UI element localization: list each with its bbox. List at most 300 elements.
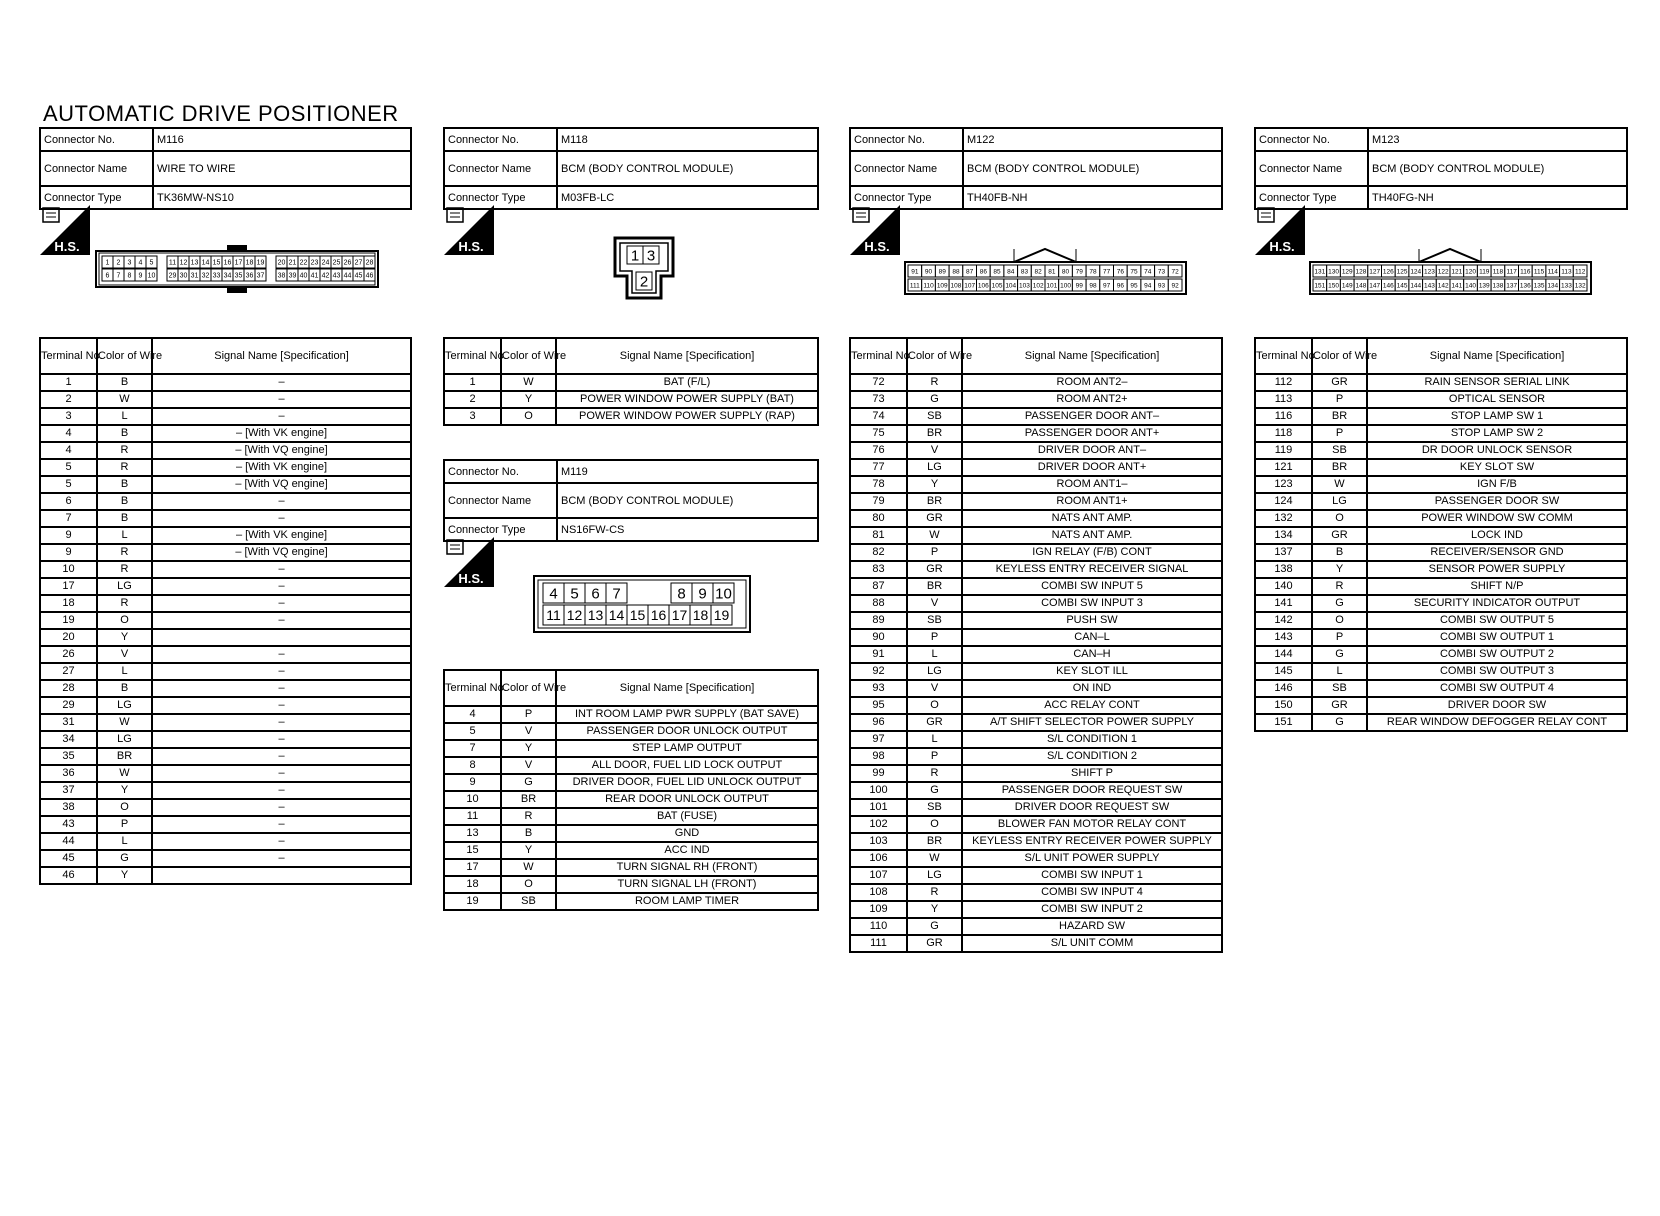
terminal-no-cell: 17 xyxy=(444,859,501,876)
signal-name-cell: – [With VQ engine] xyxy=(152,442,411,459)
wire-color-cell: Y xyxy=(501,842,556,859)
pin-number: 40 xyxy=(299,272,308,280)
terminal-no-cell: 4 xyxy=(40,442,97,459)
pin-number: 42 xyxy=(321,272,330,280)
connector-name-label: Connector Name xyxy=(444,483,557,518)
connector-no-label: Connector No. xyxy=(40,128,153,151)
pin-number: 30 xyxy=(179,272,188,280)
pin-number: 123 xyxy=(1424,268,1435,276)
connector-name-label: Connector Name xyxy=(1255,151,1368,186)
terminal-no-cell: 97 xyxy=(850,731,907,748)
signal-name-cell: TURN SIGNAL RH (FRONT) xyxy=(556,859,818,876)
pin-number: 106 xyxy=(977,282,989,290)
connector-type-value: TH40FG-NH xyxy=(1368,186,1627,209)
pin-number: 117 xyxy=(1506,268,1517,276)
table-row xyxy=(850,918,1222,935)
terminal-no-cell: 87 xyxy=(850,578,907,595)
table-row xyxy=(850,782,1222,799)
table-row xyxy=(1255,561,1627,578)
pin-number: 4 xyxy=(549,585,558,603)
wire-color-cell: P xyxy=(907,629,962,646)
connector-no-value: M123 xyxy=(1368,128,1627,151)
signal-name-cell: – [With VK engine] xyxy=(152,459,411,476)
pin-number: 31 xyxy=(190,272,199,280)
table-row xyxy=(40,697,411,714)
pin-number: 26 xyxy=(343,259,352,267)
pin-number: 85 xyxy=(993,268,1001,276)
table-row xyxy=(850,765,1222,782)
wire-color-cell: SB xyxy=(907,799,962,816)
terminal-no-cell: 31 xyxy=(40,714,97,731)
signal-name-cell: – xyxy=(152,731,411,748)
table-row xyxy=(850,476,1222,493)
wire-color-cell: P xyxy=(907,544,962,561)
signal-name-cell: COMBI SW OUTPUT 1 xyxy=(1367,629,1627,646)
pin-number: 95 xyxy=(1130,282,1138,290)
terminal-no-cell: 109 xyxy=(850,901,907,918)
table-row xyxy=(40,663,411,680)
table-row xyxy=(850,561,1222,578)
table-row xyxy=(1255,646,1627,663)
pin-number: 38 xyxy=(277,272,286,280)
signal-name-cell: ROOM LAMP TIMER xyxy=(556,893,818,910)
signal-name-cell: – xyxy=(152,714,411,731)
connector-diagram-m123 xyxy=(1309,245,1592,295)
wire-color-cell: W xyxy=(907,850,962,867)
pin-number: 114 xyxy=(1547,268,1558,276)
wire-color-cell: BR xyxy=(1312,408,1367,425)
pin-number: 97 xyxy=(1103,282,1111,290)
table-row xyxy=(1255,391,1627,408)
pin-number: 35 xyxy=(234,272,243,280)
terminal-no-cell: 28 xyxy=(40,680,97,697)
wire-color-cell: R xyxy=(97,595,152,612)
signal-name-cell: ALL DOOR, FUEL LID LOCK OUTPUT xyxy=(556,757,818,774)
signal-name-cell: SHIFT N/P xyxy=(1367,578,1627,595)
pin-number: 100 xyxy=(1060,282,1071,290)
pin-number: 140 xyxy=(1465,282,1476,290)
table-row xyxy=(850,850,1222,867)
wire-color-cell: LG xyxy=(907,459,962,476)
connector-diagram-m122 xyxy=(904,245,1187,295)
signal-name-cell: SHIFT P xyxy=(962,765,1222,782)
terminal-no-cell: 75 xyxy=(850,425,907,442)
table-row xyxy=(1255,544,1627,561)
signal-name-cell: PASSENGER DOOR SW xyxy=(1367,493,1627,510)
table-row xyxy=(1255,595,1627,612)
color-of-wire-header: Color of Wire xyxy=(501,338,556,374)
pin-number: 8 xyxy=(677,585,686,603)
table-row xyxy=(850,374,1222,391)
table-row xyxy=(40,476,411,493)
terminal-no-cell: 29 xyxy=(40,697,97,714)
terminal-no-cell: 9 xyxy=(40,544,97,561)
pin-number: 22 xyxy=(299,259,308,267)
connector-type-value: TH40FB-NH xyxy=(963,186,1222,209)
wire-color-cell: G xyxy=(501,774,556,791)
signal-name-cell: S/L UNIT COMM xyxy=(962,935,1222,952)
terminal-no-cell: 111 xyxy=(850,935,907,952)
pin-number: 2 xyxy=(639,273,649,291)
table-row xyxy=(444,825,818,842)
terminal-no-cell: 118 xyxy=(1255,425,1312,442)
wire-color-cell: V xyxy=(501,757,556,774)
table-row xyxy=(40,374,411,391)
pin-number: 145 xyxy=(1396,282,1408,290)
connector-type-value: NS16FW-CS xyxy=(557,518,818,541)
pin-number: 9 xyxy=(698,585,707,603)
wire-color-cell: Y xyxy=(907,476,962,493)
terminal-no-cell: 150 xyxy=(1255,697,1312,714)
signal-name-cell: RAIN SENSOR SERIAL LINK xyxy=(1367,374,1627,391)
signal-name-cell: – xyxy=(152,578,411,595)
terminal-no-cell: 100 xyxy=(850,782,907,799)
signal-name-cell: COMBI SW INPUT 3 xyxy=(962,595,1222,612)
signal-name-cell: – xyxy=(152,833,411,850)
table-row xyxy=(850,442,1222,459)
wire-color-cell: O xyxy=(97,612,152,629)
pin-number: 84 xyxy=(1007,268,1015,276)
pin-number: 132 xyxy=(1574,282,1586,290)
pin-number: 76 xyxy=(1116,268,1124,276)
pin-number: 107 xyxy=(964,282,976,290)
terminal-no-cell: 2 xyxy=(444,391,501,408)
pin-number: 89 xyxy=(938,268,946,276)
table-row xyxy=(1255,629,1627,646)
pin-number: 20 xyxy=(277,259,286,267)
wire-color-cell: LG xyxy=(97,697,152,714)
wire-color-cell: GR xyxy=(1312,374,1367,391)
wire-color-cell: B xyxy=(97,374,152,391)
table-row xyxy=(850,867,1222,884)
terminal-no-cell: 92 xyxy=(850,663,907,680)
connector-type-value: TK36MW-NS10 xyxy=(153,186,411,209)
pin-number: 151 xyxy=(1314,282,1326,290)
terminal-table-m118 xyxy=(443,337,819,426)
signal-name-cell: DRIVER DOOR REQUEST SW xyxy=(962,799,1222,816)
signal-name-cell: PUSH SW xyxy=(962,612,1222,629)
terminal-no-cell: 95 xyxy=(850,697,907,714)
table-row xyxy=(1255,527,1627,544)
pin-number: 142 xyxy=(1437,282,1449,290)
connector-diagram-m119 xyxy=(533,575,751,633)
terminal-no-cell: 19 xyxy=(40,612,97,629)
table-row xyxy=(40,391,411,408)
table-row xyxy=(444,757,818,774)
table-row xyxy=(40,595,411,612)
signal-name-cell: PASSENGER DOOR REQUEST SW xyxy=(962,782,1222,799)
color-of-wire-header: Color of Wire xyxy=(97,338,152,374)
wire-color-cell: O xyxy=(501,876,556,893)
signal-name-cell: KEYLESS ENTRY RECEIVER POWER SUPPLY xyxy=(962,833,1222,850)
pin-number: 150 xyxy=(1328,282,1339,290)
pin-number: 6 xyxy=(105,272,110,280)
wire-color-cell: R xyxy=(501,808,556,825)
wire-color-cell: P xyxy=(501,706,556,723)
table-row xyxy=(850,391,1222,408)
signal-name-cell: RECEIVER/SENSOR GND xyxy=(1367,544,1627,561)
pin-number: 73 xyxy=(1157,268,1166,276)
terminal-no-cell: 108 xyxy=(850,884,907,901)
pin-number: 86 xyxy=(979,268,987,276)
pin-number: 113 xyxy=(1561,268,1572,276)
wire-color-cell: V xyxy=(501,723,556,740)
connector-no-label: Connector No. xyxy=(444,460,557,483)
pin-number: 44 xyxy=(343,272,352,280)
pin-number: 136 xyxy=(1519,282,1531,290)
table-row xyxy=(1255,374,1627,391)
connector-name-value: WIRE TO WIRE xyxy=(153,151,411,186)
pin-number: 14 xyxy=(608,607,625,624)
pin-number: 13 xyxy=(587,607,604,624)
pin-number: 105 xyxy=(991,282,1003,290)
table-row xyxy=(444,723,818,740)
pin-number: 5 xyxy=(149,259,154,267)
pin-number: 103 xyxy=(1019,282,1030,290)
table-row xyxy=(444,893,818,910)
terminal-no-cell: 96 xyxy=(850,714,907,731)
signal-name-cell: S/L CONDITION 1 xyxy=(962,731,1222,748)
wire-color-cell: GR xyxy=(907,510,962,527)
terminal-no-cell: 99 xyxy=(850,765,907,782)
signal-name-cell: COMBI SW INPUT 1 xyxy=(962,867,1222,884)
pin-number: 77 xyxy=(1103,268,1111,276)
pin-number: 133 xyxy=(1561,282,1572,290)
table-row xyxy=(850,748,1222,765)
wire-color-cell: W xyxy=(1312,476,1367,493)
signal-name-cell: – xyxy=(152,646,411,663)
signal-name-cell: – xyxy=(152,850,411,867)
table-row xyxy=(850,578,1222,595)
table-row xyxy=(40,527,411,544)
signal-name-cell: DRIVER DOOR, FUEL LID UNLOCK OUTPUT xyxy=(556,774,818,791)
terminal-no-cell: 17 xyxy=(40,578,97,595)
wire-color-cell: G xyxy=(907,782,962,799)
pin-number: 104 xyxy=(1005,282,1017,290)
signal-name-cell: POWER WINDOW POWER SUPPLY (BAT) xyxy=(556,391,818,408)
terminal-no-cell: 9 xyxy=(40,527,97,544)
table-row xyxy=(850,646,1222,663)
wire-color-cell: GR xyxy=(1312,697,1367,714)
signal-name-cell: – xyxy=(152,748,411,765)
terminal-no-cell: 2 xyxy=(40,391,97,408)
pin-number: 46 xyxy=(365,272,374,280)
terminal-no-cell: 5 xyxy=(40,476,97,493)
signal-name-cell: HAZARD SW xyxy=(962,918,1222,935)
signal-name-cell: COMBI SW INPUT 5 xyxy=(962,578,1222,595)
terminal-no-cell: 43 xyxy=(40,816,97,833)
pin-number: 138 xyxy=(1492,282,1504,290)
terminal-no-cell: 18 xyxy=(444,876,501,893)
terminal-no-cell: 79 xyxy=(850,493,907,510)
wire-color-cell: L xyxy=(97,527,152,544)
signal-name-cell: S/L CONDITION 2 xyxy=(962,748,1222,765)
table-row xyxy=(850,612,1222,629)
terminal-no-cell: 138 xyxy=(1255,561,1312,578)
pin-number: 126 xyxy=(1382,268,1394,276)
signal-name-cell: – xyxy=(152,391,411,408)
wire-color-cell: P xyxy=(907,748,962,765)
table-row xyxy=(1255,578,1627,595)
wire-color-cell: R xyxy=(97,442,152,459)
pin-number: 87 xyxy=(966,268,974,276)
pin-number: 99 xyxy=(1075,282,1083,290)
wire-color-cell: O xyxy=(907,697,962,714)
signal-name-cell: – xyxy=(152,374,411,391)
wire-color-cell: Y xyxy=(501,740,556,757)
pin-number: 80 xyxy=(1061,268,1070,276)
table-row xyxy=(850,595,1222,612)
table-row xyxy=(40,680,411,697)
wire-color-cell: Y xyxy=(907,901,962,918)
pin-number: 127 xyxy=(1369,268,1381,276)
terminal-no-cell: 91 xyxy=(850,646,907,663)
wire-color-cell: G xyxy=(907,918,962,935)
connector-info-m116 xyxy=(39,127,412,210)
terminal-no-header: Terminal No. xyxy=(40,338,97,374)
terminal-no-cell: 80 xyxy=(850,510,907,527)
terminal-table-m119 xyxy=(443,669,819,911)
terminal-no-cell: 74 xyxy=(850,408,907,425)
table-row xyxy=(850,816,1222,833)
table-row xyxy=(850,833,1222,850)
pin-number: 122 xyxy=(1437,268,1449,276)
pin-number: 10 xyxy=(715,585,732,603)
pin-number: 96 xyxy=(1116,282,1124,290)
wire-color-cell: LG xyxy=(907,867,962,884)
terminal-no-header: Terminal No. xyxy=(1255,338,1312,374)
pin-number: 10 xyxy=(147,272,156,280)
pin-number: 148 xyxy=(1355,282,1367,290)
wire-color-cell: L xyxy=(1312,663,1367,680)
table-row xyxy=(444,374,818,391)
pin-number: 139 xyxy=(1478,282,1490,290)
pin-number: 147 xyxy=(1369,282,1381,290)
terminal-no-cell: 89 xyxy=(850,612,907,629)
pin-number: 15 xyxy=(629,607,646,624)
pin-number: 143 xyxy=(1424,282,1435,290)
color-of-wire-header: Color of Wire xyxy=(907,338,962,374)
table-row xyxy=(850,408,1222,425)
pin-number: 125 xyxy=(1396,268,1408,276)
terminal-no-cell: 44 xyxy=(40,833,97,850)
wire-color-cell: R xyxy=(97,459,152,476)
pin-number: 82 xyxy=(1034,268,1042,276)
terminal-no-cell: 73 xyxy=(850,391,907,408)
signal-name-cell: COMBI SW INPUT 4 xyxy=(962,884,1222,901)
wire-color-cell: GR xyxy=(907,935,962,952)
connector-name-value: BCM (BODY CONTROL MODULE) xyxy=(557,151,818,186)
table-row xyxy=(444,859,818,876)
wire-color-cell: Y xyxy=(97,629,152,646)
terminal-table-m123 xyxy=(1254,337,1628,732)
signal-name-cell: – xyxy=(152,697,411,714)
signal-name-cell: ROOM ANT1+ xyxy=(962,493,1222,510)
signal-name-cell: STEP LAMP OUTPUT xyxy=(556,740,818,757)
pin-number: 19 xyxy=(713,607,730,624)
pin-number: 43 xyxy=(332,272,341,280)
signal-name-cell: PASSENGER DOOR ANT+ xyxy=(962,425,1222,442)
wire-color-cell: BR xyxy=(907,493,962,510)
signal-name-cell: COMBI SW OUTPUT 3 xyxy=(1367,663,1627,680)
wire-color-cell: P xyxy=(97,816,152,833)
signal-name-cell: POWER WINDOW POWER SUPPLY (RAP) xyxy=(556,408,818,425)
pin-number: 37 xyxy=(256,272,265,280)
terminal-no-cell: 141 xyxy=(1255,595,1312,612)
signal-name-cell xyxy=(152,867,411,884)
terminal-no-cell: 18 xyxy=(40,595,97,612)
pin-number: 2 xyxy=(116,259,121,267)
signal-name-cell: ON IND xyxy=(962,680,1222,697)
wire-color-cell: GR xyxy=(907,714,962,731)
wire-color-cell: O xyxy=(1312,510,1367,527)
signal-name-cell: – [With VK engine] xyxy=(152,425,411,442)
terminal-no-cell: 7 xyxy=(444,740,501,757)
terminal-no-cell: 9 xyxy=(444,774,501,791)
pin-number: 118 xyxy=(1492,268,1504,276)
pin-number: 128 xyxy=(1355,268,1367,276)
connector-diagram-m118 xyxy=(613,236,675,304)
pin-number: 81 xyxy=(1048,268,1056,276)
connector-no-label: Connector No. xyxy=(1255,128,1368,151)
terminal-no-cell: 121 xyxy=(1255,459,1312,476)
signal-name-cell: – xyxy=(152,408,411,425)
pin-number: 11 xyxy=(546,607,561,624)
wire-color-cell: BR xyxy=(97,748,152,765)
signal-name-cell: STOP LAMP SW 2 xyxy=(1367,425,1627,442)
signal-name-header: Signal Name [Specification] xyxy=(962,338,1222,374)
wire-color-cell: B xyxy=(97,510,152,527)
table-row xyxy=(40,544,411,561)
signal-name-cell: DRIVER DOOR ANT– xyxy=(962,442,1222,459)
pin-number: 146 xyxy=(1382,282,1394,290)
wire-color-cell: V xyxy=(907,680,962,697)
terminal-no-cell: 35 xyxy=(40,748,97,765)
table-row xyxy=(40,748,411,765)
pin-number: 45 xyxy=(354,272,363,280)
connector-name-value: BCM (BODY CONTROL MODULE) xyxy=(1368,151,1627,186)
terminal-table-m122 xyxy=(849,337,1223,953)
pin-number: 12 xyxy=(566,607,583,624)
wire-color-cell: W xyxy=(501,374,556,391)
terminal-no-cell: 134 xyxy=(1255,527,1312,544)
signal-name-cell: CAN–L xyxy=(962,629,1222,646)
connector-type-label: Connector Type xyxy=(850,186,963,209)
signal-name-header: Signal Name [Specification] xyxy=(152,338,411,374)
signal-name-cell: ROOM ANT2+ xyxy=(962,391,1222,408)
pin-number: 1 xyxy=(630,247,640,265)
table-row xyxy=(850,425,1222,442)
terminal-no-cell: 83 xyxy=(850,561,907,578)
pin-number: 110 xyxy=(923,282,934,290)
terminal-no-cell: 10 xyxy=(40,561,97,578)
pin-number: 1 xyxy=(105,259,110,267)
connector-type-label: Connector Type xyxy=(444,518,557,541)
table-row xyxy=(850,901,1222,918)
terminal-no-cell: 5 xyxy=(444,723,501,740)
wire-color-cell: V xyxy=(907,595,962,612)
terminal-no-cell: 45 xyxy=(40,850,97,867)
signal-name-cell: – xyxy=(152,561,411,578)
terminal-no-cell: 4 xyxy=(444,706,501,723)
table-row xyxy=(850,663,1222,680)
wire-color-cell: LG xyxy=(1312,493,1367,510)
terminal-no-cell: 46 xyxy=(40,867,97,884)
connector-type-label: Connector Type xyxy=(444,186,557,209)
pin-number: 74 xyxy=(1144,268,1152,276)
table-row xyxy=(444,842,818,859)
pin-number: 109 xyxy=(936,282,948,290)
